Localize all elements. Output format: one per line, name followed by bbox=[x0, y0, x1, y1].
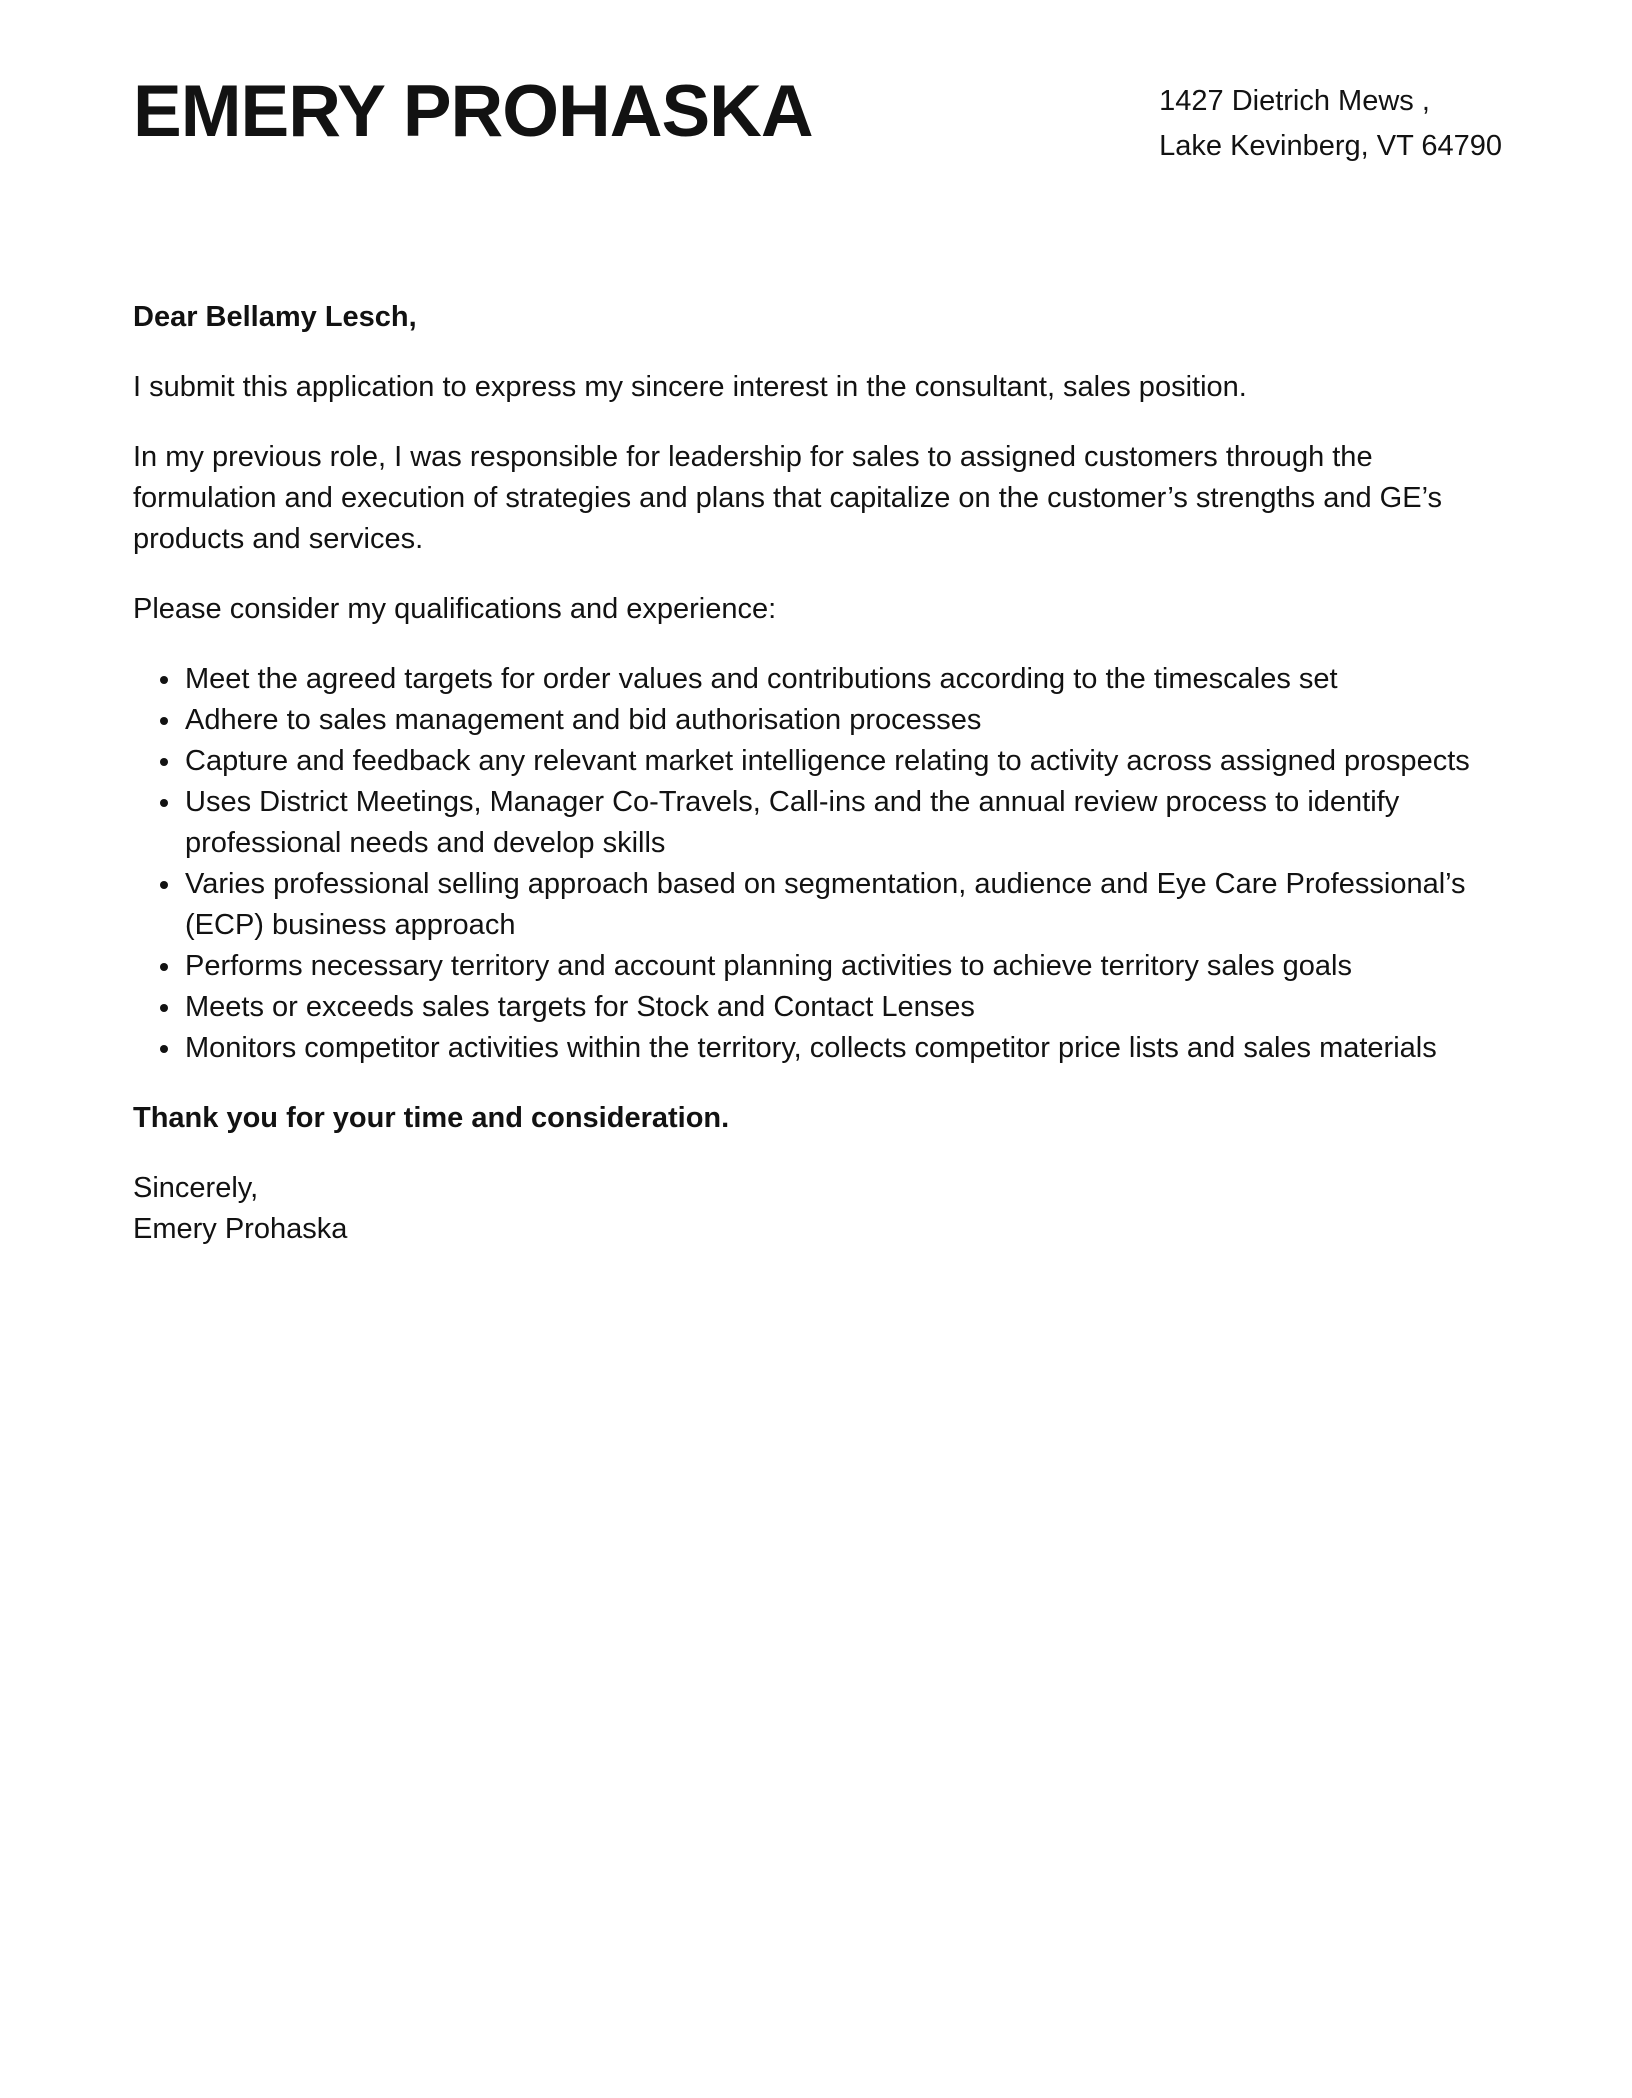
list-item: • Uses District Meetings, Manager Co-Travels, Call-ins and the annual review process to identify professional needs and develop skills bbox=[183, 782, 1502, 864]
list-item: • Meets or exceeds sales targets for Stock and Contact Lenses bbox=[183, 987, 1502, 1028]
qualifications-list bbox=[133, 659, 1502, 1069]
list-item: • Meet the agreed targets for order values and contributions according to the timescales set bbox=[183, 659, 1502, 700]
letter-header bbox=[133, 71, 1502, 169]
list-item: • Capture and feedback any relevant market intelligence relating to activity across assigned prospects bbox=[183, 741, 1502, 782]
signoff-word: Sincerely, bbox=[133, 1172, 259, 1204]
address-line-2: Lake Kevinberg, VT 64790 bbox=[1159, 130, 1502, 162]
letter-body bbox=[133, 297, 1502, 1250]
signature-name: Emery Prohaska bbox=[133, 1213, 348, 1245]
salutation: Dear Bellamy Lesch, bbox=[133, 301, 417, 333]
qualifications-lead-in: Please consider my qualifications and experience: bbox=[133, 593, 777, 625]
list-item: • Performs necessary territory and account planning activities to achieve territory sales goals bbox=[183, 946, 1502, 987]
previous-role-paragraph: In my previous role, I was responsible for leadership for sales to assigned customers through the formulation and execution of strategies and plans that capitalize on the customer’s strengths and GE’s products and services. bbox=[133, 441, 1442, 555]
list-item: • Monitors competitor activities within the territory, collects competitor price lists and sales materials bbox=[183, 1028, 1502, 1069]
signoff-block bbox=[133, 1168, 1502, 1250]
intro-paragraph: I submit this application to express my sincere interest in the consultant, sales position. bbox=[133, 371, 1247, 403]
sender-address bbox=[1159, 79, 1502, 169]
list-item: • Adhere to sales management and bid authorisation processes bbox=[183, 700, 1502, 741]
closing-line: Thank you for your time and consideration. bbox=[133, 1102, 730, 1134]
address-line-1: 1427 Dietrich Mews , bbox=[1159, 85, 1430, 117]
sender-name: EMERY PROHASKA bbox=[133, 71, 813, 152]
list-item: • Varies professional selling approach based on segmentation, audience and Eye Care Professional’s (ECP) business approach bbox=[183, 864, 1502, 946]
